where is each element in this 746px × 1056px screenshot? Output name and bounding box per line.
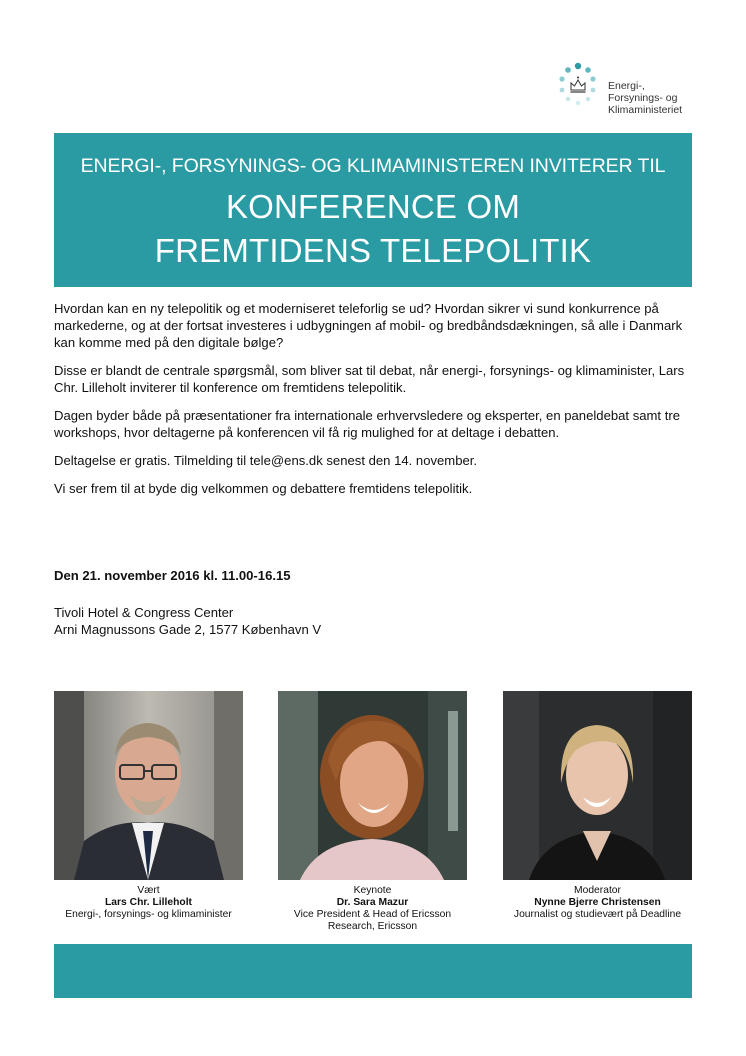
keynote-photo — [278, 691, 467, 880]
person-keynote — [278, 691, 467, 933]
crown-icon — [552, 60, 602, 110]
person-role: Moderator — [574, 885, 621, 896]
person-role: Vært — [137, 885, 160, 896]
venue-name: Tivoli Hotel & Congress Center — [54, 605, 234, 620]
logo-text — [608, 80, 682, 116]
paragraph: Hvordan kan en ny telepolitik og et moderniseret teleforlig se ud? Hvordan sikrer vi sund konkurrence på markederne, og at der fortsat investeres i udbygningen af mobil- og bredbåndsdækningen, så alle i Danmark kan komme med på den digitale bølge? — [54, 301, 683, 350]
logo-line-3: Klimaministeriet — [608, 104, 683, 116]
person-name: Nynne Bjerre Christensen — [534, 897, 661, 908]
paragraph: Vi ser frem til at byde dig velkommen og debattere fremtidens telepolitik. — [54, 481, 473, 496]
paragraph: Deltagelse er gratis. Tilmelding til tele@ens.dk senest den 14. november. — [54, 453, 478, 468]
keynote-caption — [278, 885, 467, 933]
title-banner — [54, 133, 692, 287]
invitation-text — [54, 300, 704, 508]
logo-line-1: Energi-, — [608, 80, 645, 92]
person-moderator — [503, 691, 692, 921]
person-description: Vice President & Head of Ericsson Research, Ericsson — [293, 909, 452, 932]
event-date: Den 21. november 2016 kl. 11.00-16.15 — [54, 568, 291, 583]
person-host — [54, 691, 243, 921]
person-description: Journalist og studievært på Deadline — [513, 909, 682, 920]
person-name: Lars Chr. Lilleholt — [105, 897, 192, 908]
person-description: Energi-, forsynings- og klimaminister — [65, 909, 232, 920]
person-role: Keynote — [353, 885, 392, 896]
moderator-photo — [503, 691, 692, 880]
footer-bar — [54, 944, 692, 998]
moderator-caption — [503, 885, 692, 921]
venue-address: Arni Magnussons Gade 2, 1577 København V — [54, 622, 322, 637]
banner-title-line-2: FREMTIDENS TELEPOLITIK — [154, 232, 592, 269]
venue — [54, 604, 321, 638]
host-caption — [54, 885, 243, 921]
host-photo — [54, 691, 243, 880]
person-name: Dr. Sara Mazur — [336, 897, 409, 908]
ministry-logo — [552, 58, 702, 118]
logo-line-2: Forsynings- og — [608, 92, 678, 104]
banner-title-line-1: KONFERENCE OM — [225, 188, 521, 225]
banner-subtitle: ENERGI-, FORSYNINGS- OG KLIMAMINISTEREN INVITERER TIL — [80, 155, 666, 177]
paragraph: Disse er blandt de centrale spørgsmål, som bliver sat til debat, når energi-, forsynings- og klimaminister, Lars Chr. Lilleholt inviterer til konference om fremtidens telepolitik. — [54, 363, 685, 395]
banner-title — [54, 185, 692, 273]
paragraph: Dagen byder både på præsentationer fra internationale erhvervsledere og eksperter, en paneldebat samt tre workshops, hvor deltagerne på konferencen vil få rig mulighed for at deltage i debatten. — [54, 408, 680, 440]
